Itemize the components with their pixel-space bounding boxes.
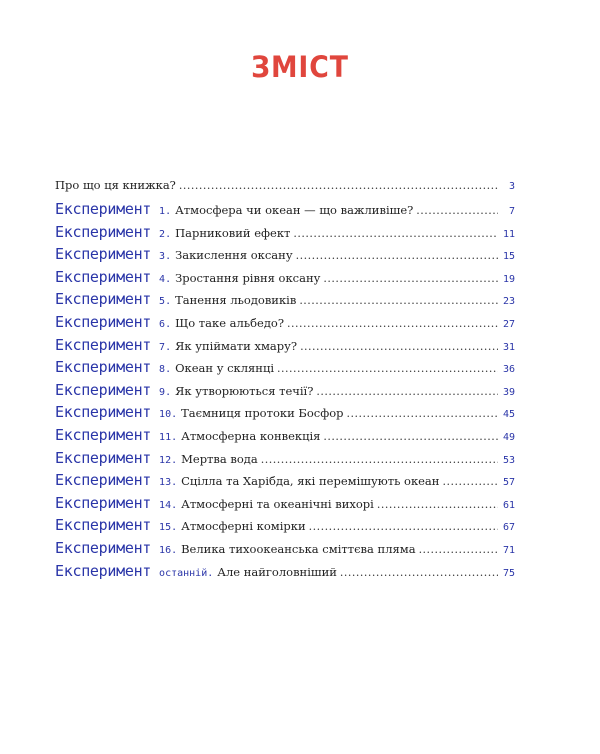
toc-entry-text: Сцілла та Харібда, які перемішують океан (181, 474, 440, 489)
toc-page-number: 19 (502, 273, 515, 285)
dot-leader (296, 249, 498, 262)
experiment-number: 7. (159, 341, 172, 353)
experiment-number: 13. (159, 477, 178, 489)
toc-row-experiment[interactable] (55, 245, 515, 268)
toc-row-experiment[interactable] (55, 381, 515, 404)
toc-page-number: 3 (508, 181, 515, 192)
dot-leader (261, 453, 498, 466)
toc-entry-text: Як утворюються течії? (175, 383, 314, 398)
dot-leader (316, 385, 498, 398)
experiment-label: Експеримент (55, 380, 152, 399)
toc-row-experiment[interactable] (55, 494, 515, 517)
experiment-number: 2. (159, 228, 172, 240)
toc-row-experiment[interactable] (55, 516, 515, 539)
dot-leader (179, 179, 498, 192)
dot-leader (323, 272, 498, 285)
toc-row-experiment[interactable] (55, 539, 515, 562)
dot-leader (442, 475, 498, 488)
toc-row-intro[interactable] (55, 178, 515, 200)
toc-entry-text: Атмосферна конвекція (181, 428, 321, 443)
toc-row-experiment[interactable] (55, 290, 515, 313)
toc-entry-text: Атмосфера чи океан — що важливіше? (175, 203, 414, 217)
experiment-label: Експеримент (55, 448, 152, 467)
experiment-number: останній. (159, 567, 214, 579)
toc-entry-text: Парниковий ефект (175, 225, 291, 240)
experiment-number: 16. (159, 544, 178, 556)
toc-row-experiment[interactable] (55, 336, 515, 359)
toc-page-number: 15 (502, 251, 515, 263)
toc-page-number: 7 (508, 206, 515, 217)
toc-page-number: 27 (502, 318, 515, 330)
dot-leader (340, 566, 498, 579)
experiment-label: Експеримент (55, 358, 152, 377)
experiment-label: Експеримент (55, 290, 152, 309)
experiment-label: Експеримент (55, 245, 152, 264)
toc-page-number: 36 (502, 364, 515, 376)
toc-page-number: 61 (502, 499, 515, 511)
experiment-number: 1. (159, 206, 172, 217)
toc-entry-text: Закислення оксану (175, 248, 293, 263)
toc-entry-text: Як упіймати хмару? (175, 338, 298, 353)
experiment-label: Експеримент (55, 222, 152, 241)
experiment-label: Експеримент (55, 516, 152, 535)
experiment-number: 8. (159, 364, 172, 376)
toc-page-number: 53 (502, 454, 515, 466)
toc-page-number: 11 (502, 228, 515, 240)
experiment-number: 12. (159, 454, 178, 466)
page-title: ЗМІСТ (251, 50, 349, 84)
toc-row-experiment[interactable] (55, 200, 515, 223)
toc-page-number: 23 (502, 296, 515, 308)
toc-entry-text: Зростання рівня оксану (175, 270, 321, 285)
toc-row-experiment[interactable] (55, 313, 515, 336)
toc-row-experiment[interactable] (55, 223, 515, 246)
experiment-label: Експеримент (55, 471, 152, 490)
toc-page-number: 57 (502, 477, 515, 489)
toc-entry-text: Про що ця книжка? (55, 178, 176, 192)
dot-leader (287, 317, 498, 330)
experiment-number: 9. (159, 386, 172, 398)
toc-page-number: 49 (502, 431, 515, 443)
experiment-number: 4. (159, 273, 172, 285)
toc-row-experiment[interactable] (55, 449, 515, 472)
dot-leader (309, 520, 498, 533)
experiment-label: Експеримент (55, 403, 152, 422)
dot-leader (300, 340, 498, 353)
toc-page-number: 39 (502, 386, 515, 398)
toc-page-number: 71 (502, 544, 515, 556)
dot-leader (299, 294, 498, 307)
experiment-label: Експеримент (55, 538, 152, 557)
toc-entry-text: Атмосферні та океанічні вихорі (181, 496, 374, 511)
toc-row-experiment[interactable] (55, 403, 515, 426)
dot-leader (377, 498, 498, 511)
experiment-label: Експеримент (55, 335, 152, 354)
toc-entry-text: Що таке альбедо? (175, 315, 284, 330)
experiment-label: Експеримент (55, 312, 152, 331)
experiment-number: 3. (159, 251, 172, 263)
table-of-contents (55, 178, 515, 584)
experiment-number: 14. (159, 499, 178, 511)
toc-page-number: 45 (502, 409, 515, 421)
experiment-number: 10. (159, 409, 178, 421)
toc-entry-text: Океан у склянці (175, 361, 275, 376)
experiment-number: 11. (159, 431, 178, 443)
dot-leader (323, 430, 498, 443)
toc-entry-text: Мертва вода (181, 451, 258, 466)
dot-leader (347, 407, 498, 420)
toc-entry-text: Таємниця протоки Босфор (181, 406, 344, 421)
toc-row-experiment[interactable] (55, 562, 515, 585)
experiment-label: Експеримент (55, 267, 152, 286)
toc-entry-text: Велика тихоокеанська сміттєва пляма (181, 541, 416, 556)
toc-page-number: 67 (502, 522, 515, 534)
dot-leader (293, 227, 498, 240)
toc-page-number: 75 (502, 567, 515, 579)
experiment-label: Експеримент (55, 200, 152, 218)
dot-leader (416, 204, 498, 217)
toc-row-experiment[interactable] (55, 358, 515, 381)
experiment-number: 6. (159, 318, 172, 330)
experiment-label: Експеримент (55, 561, 152, 580)
experiment-label: Експеримент (55, 493, 152, 512)
toc-page-number: 31 (502, 341, 515, 353)
toc-row-experiment[interactable] (55, 471, 515, 494)
toc-entry-text: Але найголовніший (217, 564, 337, 579)
toc-row-experiment[interactable] (55, 426, 515, 449)
experiment-label: Експеримент (55, 425, 152, 444)
dot-leader (419, 543, 498, 556)
dot-leader (277, 362, 498, 375)
experiment-number: 15. (159, 522, 178, 534)
toc-entry-text: Танення льодовиків (175, 293, 297, 308)
toc-row-experiment[interactable] (55, 268, 515, 291)
toc-entry-text: Атмосферні комірки (181, 519, 306, 534)
experiment-number: 5. (159, 296, 172, 308)
